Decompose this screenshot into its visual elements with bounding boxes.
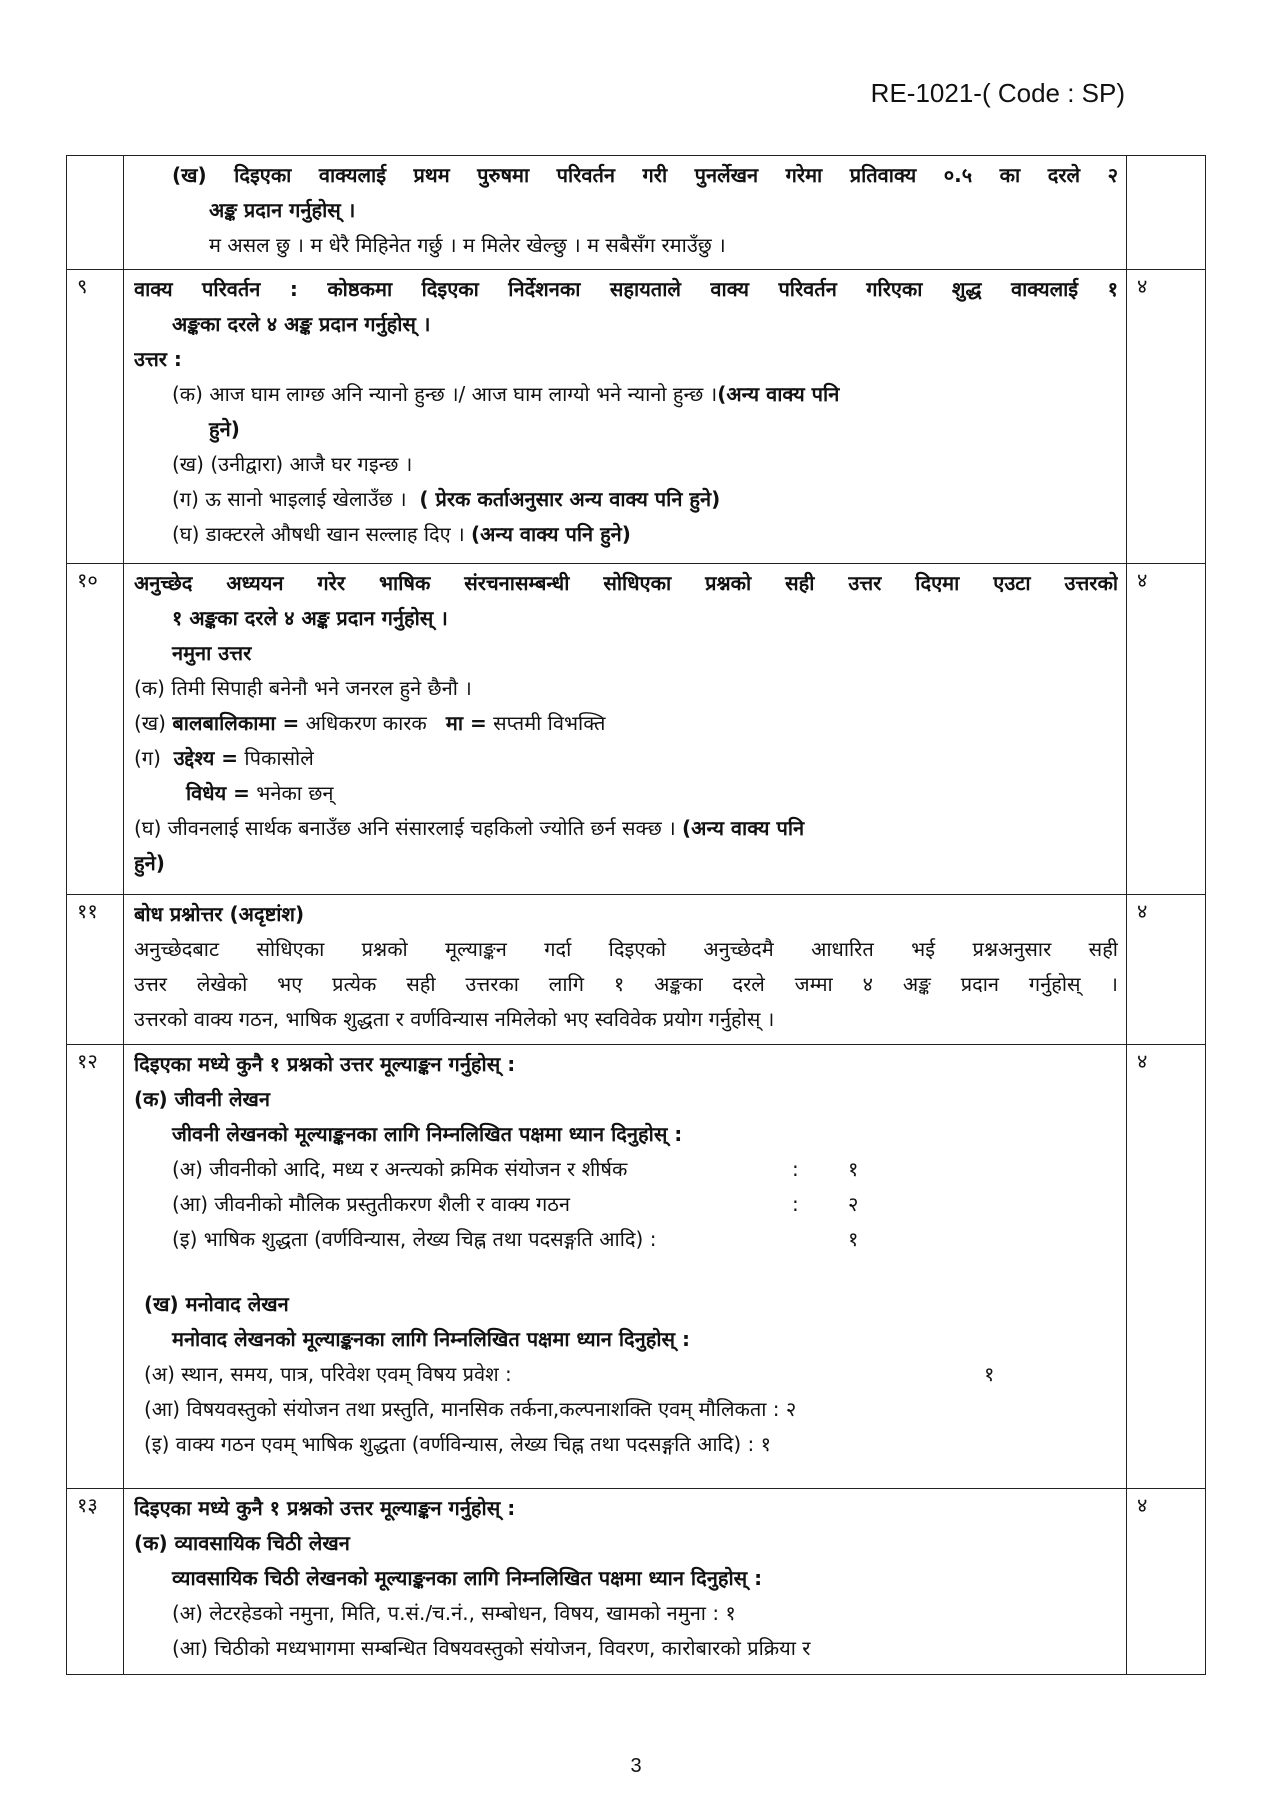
answer-text: (घ) जीवनलाई सार्थक बनाउँछ अनि संसारलाई चहकिलो ज्योति छर्न सक्छ । (134, 816, 676, 841)
answer-line: (ख) (उनीद्वारा) आजै घर गइन्छ । (172, 451, 413, 476)
answer-line (134, 811, 1118, 846)
marks-cell: ४ (1127, 894, 1206, 1044)
criteria-colon: : (792, 1156, 799, 1181)
instruction-line: व्यावसायिक चिठी लेखनको मूल्याङ्कनका लागि निम्नलिखित पक्षमा ध्यान दिनुहोस् : (172, 1565, 763, 1590)
note-text: (अन्य वाक्य पनि हुने) (471, 521, 631, 546)
answer-line (134, 741, 1118, 776)
page-number: 3 (630, 1755, 642, 1777)
instruction-line: अङ्कका दरले ४ अङ्क प्रदान गर्नुहोस् । (172, 311, 431, 336)
table-row (67, 564, 1206, 895)
criteria-line: (अ) लेटरहेडको नमुना, मिति, प.सं./च.नं., सम्बोधन, विषय, खामको नमुना : १ (172, 1600, 736, 1625)
answer-line (134, 517, 1118, 552)
answer-line: म असल छु । म धेरै मिहिनेत गर्छु । म मिलेर खेल्छु । म सबैसँग रमाउँछु । (209, 233, 726, 257)
note-text: (अन्य वाक्य पनि (682, 816, 805, 841)
criteria-line (134, 1152, 1118, 1187)
question-body (124, 564, 1127, 895)
table-row (67, 269, 1206, 564)
instruction-line: दिइएका मध्ये कुनै १ प्रश्नको उत्तर मूल्याङ्कन गर्नुहोस् : (134, 1051, 516, 1076)
answer-line: (क) तिमी सिपाही बनेनौ भने जनरल हुने छैनौ । (134, 676, 472, 701)
criteria-marks: १ (984, 1361, 995, 1386)
question-number: १३ (67, 1488, 124, 1674)
section-heading: (क) जीवनी लेखन (134, 1086, 271, 1111)
criteria-line: (आ) विषयवस्तुको संयोजन तथा प्रस्तुति, मानसिक तर्कना,कल्पनाशक्ति एवम् मौलिकता : २ (144, 1396, 797, 1421)
instruction-line: (ख) दिइएका वाक्यलाई प्रथम पुरुषमा परिवर्तन गरी पुनर्लेखन गरेमा प्रतिवाक्य ०.५ का दरले २ (172, 163, 1118, 187)
marks-cell: ४ (1127, 269, 1206, 564)
question-number: १० (67, 564, 124, 895)
answer-text: अधिकरण कारक (305, 711, 427, 736)
answer-label: (ग) (134, 746, 161, 771)
question-number (67, 156, 124, 270)
criteria-text: (आ) जीवनीको मौलिक प्रस्तुतीकरण शैली र वाक्य गठन (172, 1191, 570, 1216)
marks-cell (1127, 156, 1206, 270)
answer-heading: नमुना उत्तर (172, 641, 252, 666)
answer-text: (ग) ऊ सानो भाइलाई खेलाउँछ । (172, 486, 407, 511)
answer-text: सप्तमी विभक्ति (493, 711, 606, 736)
criteria-marks: १ (848, 1156, 859, 1181)
answer-line: उत्तरको वाक्य गठन, भाषिक शुद्धता र वर्णविन्यास नमिलेको भए स्वविवेक प्रयोग गर्नुहोस् । (134, 1006, 775, 1031)
instruction-line: बोध प्रश्नोत्तर (अदृष्टांश) (134, 901, 305, 926)
question-number: ११ (67, 894, 124, 1044)
note-text: हुने) (134, 851, 165, 876)
instruction-line: जीवनी लेखनको मूल्याङ्कनका लागि निम्नलिखित पक्षमा ध्यान दिनुहोस् : (172, 1121, 683, 1146)
note-text: (अन्य वाक्य पनि (717, 381, 840, 406)
table-row (67, 156, 1206, 270)
document-code: RE-1021-( Code : SP) (870, 78, 1125, 108)
criteria-line (134, 1187, 1118, 1222)
answer-line (134, 377, 1118, 412)
note-text: ( प्रेरक कर्ताअनुसार अन्य वाक्य पनि हुने) (419, 486, 721, 511)
instruction-line: अङ्क प्रदान गर्नुहोस् । (209, 198, 356, 222)
answer-line: उत्तर लेखेको भए प्रत्येक सही उत्तरका लागि १ अङ्कका दरले जम्मा ४ अङ्क प्रदान गर्नुहोस् । (134, 971, 1118, 996)
question-body (124, 1044, 1127, 1488)
marks-cell: ४ (1127, 564, 1206, 895)
answer-line (134, 776, 1118, 811)
answer-text: भनेका छन् (256, 781, 334, 806)
table-row (67, 894, 1206, 1044)
instruction-line: अनुच्छेद अध्ययन गरेर भाषिक संरचनासम्बन्धी सोधिएका प्रश्नको सही उत्तर दिएमा एउटा उत्तरको (134, 571, 1118, 596)
answer-line (134, 706, 1118, 741)
table-row (67, 1044, 1206, 1488)
criteria-text: (अ) जीवनीको आदि, मध्य र अन्त्यको क्रमिक संयोजन र शीर्षक (172, 1156, 628, 1181)
instruction-line: मनोवाद लेखनको मूल्याङ्कनका लागि निम्नलिखित पक्षमा ध्यान दिनुहोस् : (172, 1326, 691, 1351)
answer-term: बालबालिकामा = (172, 711, 300, 736)
question-body (124, 894, 1127, 1044)
question-body (124, 1488, 1127, 1674)
answer-label: (ख) (134, 711, 166, 736)
section-heading: (क) व्यावसायिक चिठी लेखन (134, 1530, 350, 1555)
question-body (124, 269, 1127, 564)
instruction-line: दिइएका मध्ये कुनै १ प्रश्नको उत्तर मूल्याङ्कन गर्नुहोस् : (134, 1495, 516, 1520)
criteria-marks: २ (848, 1191, 859, 1216)
answer-text: पिकासोले (244, 746, 314, 771)
question-number: १२ (67, 1044, 124, 1488)
criteria-text: (इ) भाषिक शुद्धता (वर्णविन्यास, लेख्य चिह्न तथा पदसङ्गति आदि) : (172, 1226, 657, 1251)
instruction-line: वाक्य परिवर्तन : कोष्ठकमा दिइएका निर्देशनका सहायताले वाक्य परिवर्तन गरिएका शुद्ध वाक्यलाई १ (134, 276, 1118, 301)
question-body (124, 156, 1127, 270)
answer-text: (घ) डाक्टरले औषधी खान सल्लाह दिए । (172, 521, 465, 546)
criteria-line: (इ) वाक्य गठन एवम् भाषिक शुद्धता (वर्णविन्यास, लेख्य चिह्न तथा पदसङ्गति आदि) : १ (144, 1431, 771, 1456)
answer-term: मा = (445, 711, 487, 736)
answer-line: अनुच्छेदबाट सोधिएका प्रश्नको मूल्याङ्कन गर्दा दिइएको अनुच्छेदमै आधारित भई प्रश्नअनुसार सही (134, 936, 1118, 961)
criteria-line (134, 1222, 1118, 1257)
answer-text: (क) आज घाम लाग्छ अनि न्यानो हुन्छ ।/ आज घाम लाग्यो भने न्यानो हुन्छ । (172, 381, 718, 406)
marks-cell: ४ (1127, 1488, 1206, 1674)
table-row (67, 1488, 1206, 1674)
section-heading: (ख) मनोवाद लेखन (144, 1291, 289, 1316)
criteria-text: (अ) स्थान, समय, पात्र, परिवेश एवम् विषय प्रवेश : (144, 1361, 512, 1386)
criteria-marks: १ (848, 1226, 859, 1251)
answer-term: विधेय = (186, 781, 250, 806)
answer-term: उद्देश्य = (173, 746, 239, 771)
criteria-line (134, 1357, 1118, 1392)
marks-cell: ४ (1127, 1044, 1206, 1488)
note-text: हुने) (209, 416, 240, 441)
instruction-line: १ अङ्कका दरले ४ अङ्क प्रदान गर्नुहोस् । (172, 606, 448, 631)
question-number: ९ (67, 269, 124, 564)
answer-line (134, 482, 1118, 517)
answer-heading: उत्तर : (134, 346, 182, 371)
marking-scheme-table (66, 155, 1206, 1675)
criteria-colon: : (792, 1191, 799, 1216)
criteria-line: (आ) चिठीको मध्यभागमा सम्बन्धित विषयवस्तुको संयोजन, विवरण, कारोबारको प्रक्रिया र (172, 1635, 811, 1660)
